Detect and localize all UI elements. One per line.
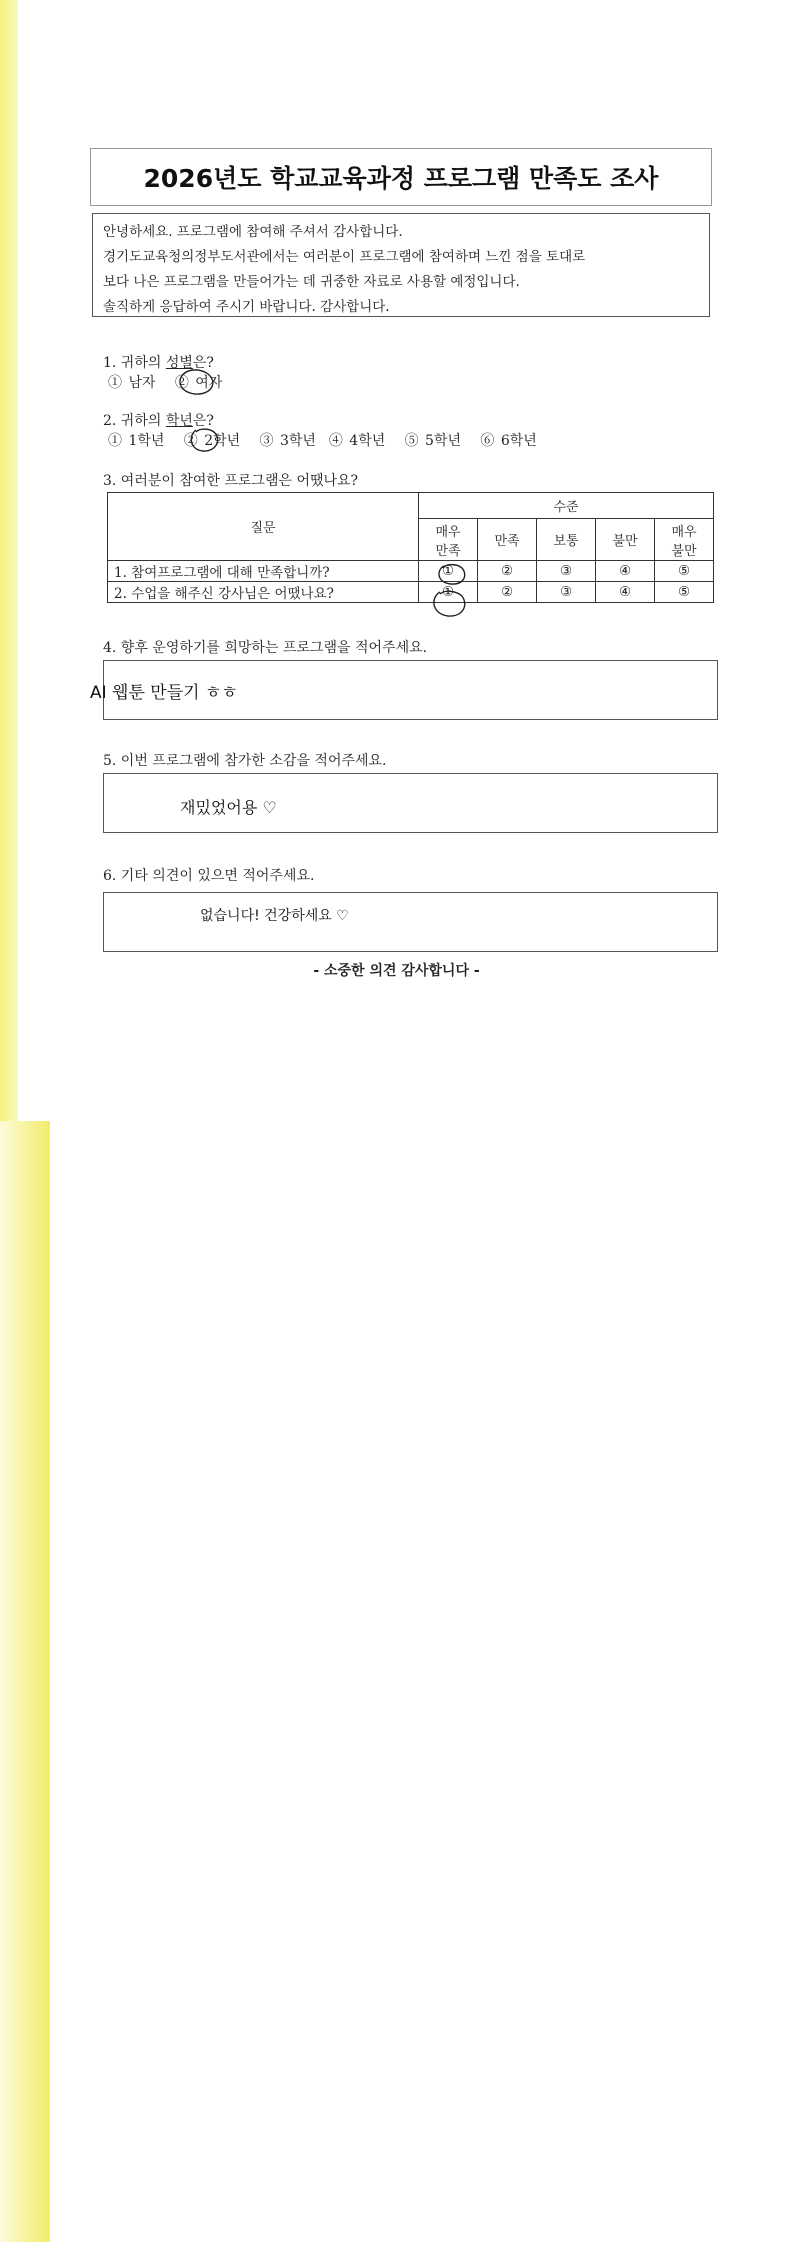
scale-neutral: 보통 bbox=[537, 519, 596, 561]
rating-option[interactable]: ④ bbox=[596, 582, 655, 603]
q1-emphasis: 성별 bbox=[165, 355, 193, 371]
pen-circle-q2 bbox=[191, 429, 217, 451]
question-6: 6. 기타 의견이 있으면 적어주세요. bbox=[103, 868, 315, 884]
scale-dissatisfied: 불만 bbox=[596, 519, 655, 561]
q2-option-6[interactable]: ⑥ 6학년 bbox=[480, 433, 537, 449]
handwritten-answer-4: AI 웹툰 만들기 ㅎㅎ bbox=[90, 683, 238, 703]
rating-option[interactable]: ⑤ bbox=[655, 561, 714, 582]
intro-line: 경기도교육청의정부도서관에서는 여러분이 프로그램에 참여하며 느낀 점을 토대로 bbox=[103, 249, 586, 265]
col-level-header: 수준 bbox=[419, 493, 714, 519]
pen-circle-row2 bbox=[434, 591, 465, 616]
question-3: 3. 여러분이 참여한 프로그램은 어땠나요? bbox=[103, 473, 359, 489]
rating-option[interactable]: ② bbox=[478, 582, 537, 603]
rating-option[interactable]: ④ bbox=[596, 561, 655, 582]
q2-option-4[interactable]: ④ 4학년 bbox=[328, 433, 386, 449]
handwritten-answer-5: 재밌었어용 ♡ bbox=[180, 798, 277, 817]
rating-option[interactable]: ① bbox=[419, 561, 478, 582]
intro-line: 안녕하세요. 프로그램에 참여해 주셔서 감사합니다. bbox=[103, 224, 403, 240]
q2-option-2[interactable]: ② 2학년 bbox=[183, 433, 241, 449]
q1-option-female[interactable]: ② 여자 bbox=[174, 375, 223, 391]
q2-suffix: 은? bbox=[192, 413, 214, 429]
footer-thanks: - 소중한 의견 감사합니다 - bbox=[313, 963, 480, 979]
q2-option-3[interactable]: ③ 3학년 bbox=[259, 433, 316, 449]
q2-prefix: 2. 귀하의 bbox=[103, 413, 166, 429]
q1-option-male[interactable]: ① 남자 bbox=[108, 375, 156, 391]
scale-label: 매우 bbox=[435, 524, 461, 540]
scale-label: 불만 bbox=[671, 543, 697, 559]
scale-label: 매우 bbox=[671, 524, 697, 540]
rating-option[interactable]: ② bbox=[478, 561, 537, 582]
q2-option-5[interactable]: ⑤ 5학년 bbox=[404, 433, 462, 449]
handwritten-answer-6: 없습니다! 건강하세요 ♡ bbox=[200, 908, 349, 924]
col-question-header: 질문 bbox=[108, 493, 419, 561]
table-row-question-2: 2. 수업을 해주신 강사님은 어땠나요? bbox=[108, 582, 419, 603]
q2-emphasis: 학년 bbox=[165, 413, 193, 429]
question-4: 4. 향후 운영하기를 희망하는 프로그램을 적어주세요. bbox=[103, 640, 428, 656]
highlighter-right-edge bbox=[0, 1121, 50, 2242]
intro-line: 솔직하게 응답하여 주시기 바랍니다. 감사합니다. bbox=[103, 299, 390, 315]
q1-suffix: 은? bbox=[192, 355, 214, 371]
q2-option-1[interactable]: ① 1학년 bbox=[108, 433, 165, 449]
survey-title: 2026년도 학교교육과정 프로그램 만족도 조사 bbox=[90, 148, 712, 206]
scale-label: 만족 bbox=[435, 543, 461, 559]
pen-circle-q1 bbox=[180, 370, 213, 394]
intro-line: 보다 나은 프로그램을 만들어가는 데 귀중한 자료로 사용할 예정입니다. bbox=[103, 274, 520, 290]
q1-prefix: 1. 귀하의 bbox=[103, 355, 166, 371]
rating-option[interactable]: ⑤ bbox=[655, 582, 714, 603]
pen-circle-row1 bbox=[439, 565, 465, 584]
scale-satisfied: 만족 bbox=[478, 519, 537, 561]
rating-option[interactable]: ① bbox=[419, 582, 478, 603]
rating-option[interactable]: ③ bbox=[537, 582, 596, 603]
table-row-question-1: 1. 참여프로그램에 대해 만족합니까? bbox=[108, 561, 419, 582]
rating-option[interactable]: ③ bbox=[537, 561, 596, 582]
question-5: 5. 이번 프로그램에 참가한 소감을 적어주세요. bbox=[103, 753, 387, 769]
